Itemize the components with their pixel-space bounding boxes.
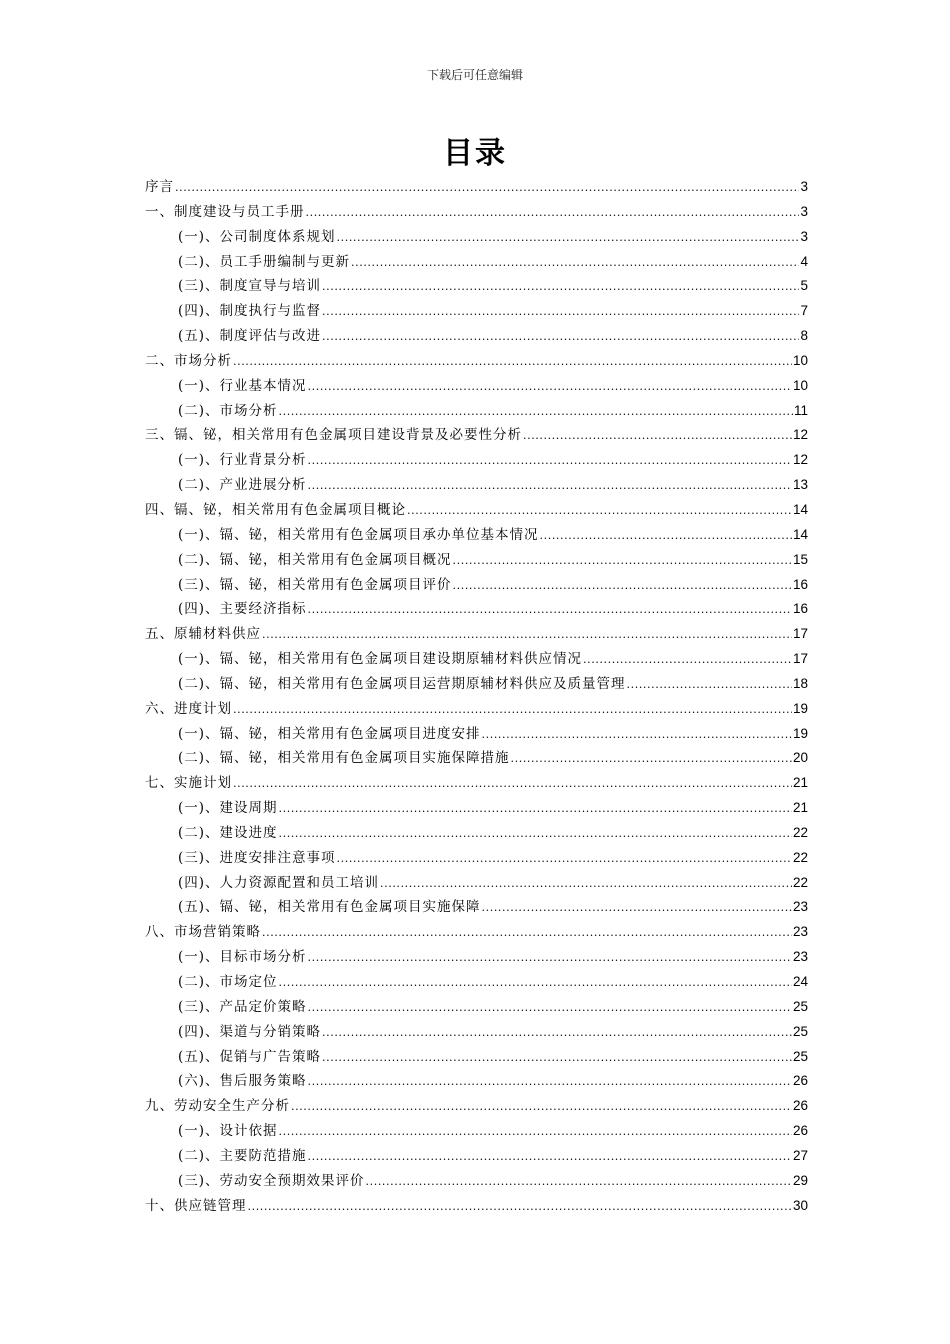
toc-page-number: 22 bbox=[792, 874, 808, 890]
toc-page-number: 15 bbox=[792, 551, 808, 567]
toc-dot-leader bbox=[279, 822, 792, 847]
toc-dot-leader bbox=[366, 1170, 792, 1195]
toc-page-number: 16 bbox=[792, 576, 808, 592]
toc-page-number: 12 bbox=[792, 427, 808, 443]
toc-dot-leader bbox=[583, 648, 792, 673]
toc-page-number: 26 bbox=[792, 1123, 808, 1139]
toc-entry-title: (一)、公司制度体系规划 bbox=[178, 228, 336, 245]
toc-page-number: 24 bbox=[792, 974, 808, 989]
toc-page-number: 16 bbox=[792, 601, 808, 617]
toc-entry-title: (四)、人力资源配置和员工培训 bbox=[178, 874, 380, 891]
toc-page-number: 29 bbox=[792, 1172, 808, 1188]
toc-section-entry[interactable] bbox=[145, 274, 808, 299]
toc-entry-title: (一)、镉、铋，相关常用有色金属项目建设期原辅材料供应情况 bbox=[178, 651, 583, 668]
toc-section-entry[interactable] bbox=[145, 647, 808, 672]
toc-dot-leader bbox=[262, 921, 792, 946]
toc-entry-title: (五)、促销与广告策略 bbox=[178, 1048, 322, 1065]
toc-section-entry[interactable] bbox=[145, 970, 808, 995]
toc-entry-title: (五)、制度评估与改进 bbox=[178, 328, 322, 345]
toc-section-entry[interactable] bbox=[145, 1020, 808, 1045]
toc-page-number: 26 bbox=[792, 1098, 808, 1114]
toc-entry-title: (二)、市场分析 bbox=[178, 402, 278, 419]
toc-page-number: 5 bbox=[800, 278, 808, 294]
toc-page-number: 8 bbox=[800, 328, 808, 344]
toc-entry-title: (五)、镉、铋，相关常用有色金属项目实施保障 bbox=[178, 899, 481, 916]
toc-dot-leader bbox=[279, 400, 793, 425]
toc-section-entry[interactable] bbox=[145, 871, 808, 896]
toc-entry-title: (一)、镉、铋，相关常用有色金属项目进度安排 bbox=[178, 725, 481, 742]
toc-entry-title: (二)、镉、铋，相关常用有色金属项目概况 bbox=[178, 551, 452, 568]
table-of-contents bbox=[145, 175, 808, 1218]
toc-page-number: 14 bbox=[792, 501, 808, 517]
toc-dot-leader bbox=[308, 598, 792, 623]
toc-page-number: 17 bbox=[792, 651, 808, 667]
toc-section-entry[interactable] bbox=[145, 399, 808, 424]
toc-page-number: 19 bbox=[792, 700, 808, 716]
toc-entry-title: 一、制度建设与员工手册 bbox=[145, 203, 305, 220]
toc-dot-leader bbox=[351, 251, 799, 276]
toc-page-number: 3 bbox=[800, 228, 808, 244]
toc-dot-leader bbox=[233, 772, 792, 797]
toc-dot-leader bbox=[627, 673, 792, 698]
toc-page-number: 23 bbox=[792, 949, 808, 965]
toc-dot-leader bbox=[322, 275, 799, 300]
toc-entry-title: (三)、镉、铋，相关常用有色金属项目评价 bbox=[178, 576, 452, 593]
toc-entry-title: 十、供应链管理 bbox=[145, 1197, 247, 1214]
toc-dot-leader bbox=[308, 1145, 792, 1170]
toc-chapter-entry[interactable] bbox=[145, 349, 808, 374]
toc-section-entry[interactable] bbox=[145, 374, 808, 399]
toc-page-number: 23 bbox=[792, 924, 808, 940]
toc-dot-leader bbox=[306, 201, 800, 226]
toc-section-entry[interactable] bbox=[145, 573, 808, 598]
toc-chapter-entry[interactable] bbox=[145, 771, 808, 796]
toc-entry-title: 五、原辅材料供应 bbox=[145, 626, 261, 643]
toc-section-entry[interactable] bbox=[145, 895, 808, 920]
toc-title: 目录 bbox=[443, 136, 507, 171]
toc-section-entry[interactable] bbox=[145, 597, 808, 622]
toc-section-entry[interactable] bbox=[145, 846, 808, 871]
toc-entry-title: 三、镉、铋，相关常用有色金属项目建设背景及必要性分析 bbox=[145, 427, 522, 444]
toc-entry-title: (二)、产业进展分析 bbox=[178, 477, 307, 494]
toc-page-number: 27 bbox=[792, 1147, 808, 1163]
toc-chapter-entry[interactable] bbox=[145, 175, 808, 200]
toc-entry-title: (二)、主要防范措施 bbox=[178, 1147, 307, 1164]
toc-page-number: 17 bbox=[792, 626, 808, 642]
toc-dot-leader bbox=[482, 896, 792, 921]
toc-section-entry[interactable] bbox=[145, 746, 808, 771]
toc-section-entry[interactable] bbox=[145, 225, 808, 250]
toc-section-entry[interactable] bbox=[145, 1045, 808, 1070]
toc-page-number: 10 bbox=[792, 352, 808, 368]
toc-chapter-entry[interactable] bbox=[145, 697, 808, 722]
toc-dot-leader bbox=[262, 623, 792, 648]
toc-dot-leader bbox=[248, 1195, 792, 1220]
toc-page-number: 25 bbox=[792, 998, 808, 1014]
toc-section-entry[interactable] bbox=[145, 722, 808, 747]
toc-entry-title: (二)、建设进度 bbox=[178, 824, 278, 841]
toc-dot-leader bbox=[308, 375, 792, 400]
toc-dot-leader bbox=[308, 474, 792, 499]
toc-page-number: 30 bbox=[792, 1197, 808, 1213]
toc-page-number: 7 bbox=[800, 303, 808, 319]
toc-dot-leader bbox=[308, 996, 792, 1021]
toc-entry-title: (四)、渠道与分销策略 bbox=[178, 1023, 322, 1040]
toc-entry-title: (二)、员工手册编制与更新 bbox=[178, 253, 351, 270]
toc-page-number: 21 bbox=[792, 800, 808, 816]
toc-dot-leader bbox=[482, 723, 792, 748]
toc-section-entry[interactable] bbox=[145, 672, 808, 697]
toc-dot-leader bbox=[308, 946, 792, 971]
toc-dot-leader bbox=[322, 325, 799, 350]
toc-entry-title: 序言 bbox=[145, 179, 174, 195]
toc-dot-leader bbox=[540, 524, 792, 549]
toc-entry-title: (六)、售后服务策略 bbox=[178, 1073, 307, 1090]
toc-entry-title: 八、市场营销策略 bbox=[145, 924, 261, 941]
toc-dot-leader bbox=[337, 847, 792, 872]
toc-page-number: 4 bbox=[800, 253, 808, 269]
toc-entry-title: (一)、建设周期 bbox=[178, 800, 278, 817]
toc-entry-title: (三)、劳动安全预期效果评价 bbox=[178, 1172, 365, 1189]
toc-page-number: 18 bbox=[792, 675, 808, 691]
toc-dot-leader bbox=[279, 1120, 792, 1145]
toc-entry-title: (一)、目标市场分析 bbox=[178, 949, 307, 966]
toc-entry-title: 九、劳动安全生产分析 bbox=[145, 1098, 290, 1115]
toc-entry-title: (二)、镉、铋，相关常用有色金属项目实施保障措施 bbox=[178, 750, 510, 767]
toc-chapter-entry[interactable] bbox=[145, 622, 808, 647]
toc-entry-title: 二、市场分析 bbox=[145, 352, 232, 369]
toc-section-entry[interactable] bbox=[145, 1069, 808, 1094]
toc-section-entry[interactable] bbox=[145, 796, 808, 821]
toc-page-number: 14 bbox=[792, 526, 808, 542]
toc-chapter-entry[interactable] bbox=[145, 423, 808, 448]
toc-page-number: 13 bbox=[792, 477, 808, 493]
toc-dot-leader bbox=[453, 549, 792, 574]
toc-page-number: 3 bbox=[800, 203, 808, 219]
toc-entry-title: 七、实施计划 bbox=[145, 775, 232, 792]
toc-section-entry[interactable] bbox=[145, 1119, 808, 1144]
page-header: 下载后可任意编辑 bbox=[426, 68, 523, 82]
toc-entry-title: (二)、市场定位 bbox=[178, 974, 278, 990]
toc-dot-leader bbox=[322, 1046, 792, 1071]
toc-section-entry[interactable] bbox=[145, 324, 808, 349]
toc-page-number: 26 bbox=[792, 1073, 808, 1089]
toc-entry-title: (一)、行业背景分析 bbox=[178, 452, 307, 469]
toc-dot-leader bbox=[279, 797, 792, 822]
toc-dot-leader bbox=[322, 300, 799, 325]
toc-entry-title: (一)、行业基本情况 bbox=[178, 377, 307, 394]
toc-section-entry[interactable] bbox=[145, 995, 808, 1020]
toc-chapter-entry[interactable] bbox=[145, 920, 808, 945]
toc-dot-leader bbox=[380, 872, 792, 897]
toc-section-entry[interactable] bbox=[145, 821, 808, 846]
toc-entry-title: (三)、制度宣导与培训 bbox=[178, 278, 322, 295]
toc-dot-leader bbox=[523, 424, 792, 449]
toc-dot-leader bbox=[175, 176, 799, 201]
toc-page-number: 22 bbox=[792, 824, 808, 840]
toc-page-number: 25 bbox=[792, 1023, 808, 1039]
toc-section-entry[interactable] bbox=[145, 1144, 808, 1169]
toc-entry-title: 六、进度计划 bbox=[145, 700, 232, 717]
toc-page-number: 23 bbox=[792, 899, 808, 915]
toc-page-number: 3 bbox=[800, 179, 808, 194]
toc-page-number: 25 bbox=[792, 1048, 808, 1064]
toc-entry-title: (一)、镉、铋，相关常用有色金属项目承办单位基本情况 bbox=[178, 526, 539, 543]
toc-page-number: 12 bbox=[792, 452, 808, 468]
toc-section-entry[interactable] bbox=[145, 473, 808, 498]
toc-entry-title: 四、镉、铋，相关常用有色金属项目概论 bbox=[145, 501, 406, 518]
toc-entry-title: (一)、设计依据 bbox=[178, 1123, 278, 1140]
toc-dot-leader bbox=[511, 747, 792, 772]
toc-entry-title: (四)、制度执行与监督 bbox=[178, 303, 322, 320]
toc-dot-leader bbox=[308, 1070, 792, 1095]
toc-dot-leader bbox=[233, 350, 792, 375]
toc-chapter-entry[interactable] bbox=[145, 1194, 808, 1219]
toc-page-number: 21 bbox=[792, 775, 808, 791]
toc-dot-leader bbox=[233, 698, 792, 723]
toc-section-entry[interactable] bbox=[145, 1169, 808, 1194]
toc-page-number: 10 bbox=[792, 377, 808, 393]
toc-section-entry[interactable] bbox=[145, 548, 808, 573]
toc-page-number: 11 bbox=[793, 402, 808, 418]
toc-section-entry[interactable] bbox=[145, 448, 808, 473]
toc-dot-leader bbox=[279, 971, 792, 996]
toc-entry-title: (二)、镉、铋，相关常用有色金属项目运营期原辅材料供应及质量管理 bbox=[178, 675, 626, 692]
toc-dot-leader bbox=[291, 1095, 792, 1120]
toc-entry-title: (四)、主要经济指标 bbox=[178, 601, 307, 618]
toc-section-entry[interactable] bbox=[145, 250, 808, 275]
toc-page-number: 20 bbox=[792, 750, 808, 766]
toc-dot-leader bbox=[322, 1021, 792, 1046]
toc-chapter-entry[interactable] bbox=[145, 498, 808, 523]
toc-section-entry[interactable] bbox=[145, 945, 808, 970]
toc-page-number: 22 bbox=[792, 849, 808, 865]
toc-entry-title: (三)、进度安排注意事项 bbox=[178, 849, 336, 866]
toc-dot-leader bbox=[407, 499, 792, 524]
toc-entry-title: (三)、产品定价策略 bbox=[178, 998, 307, 1015]
toc-dot-leader bbox=[453, 574, 792, 599]
toc-section-entry[interactable] bbox=[145, 523, 808, 548]
toc-dot-leader bbox=[308, 449, 792, 474]
toc-section-entry[interactable] bbox=[145, 299, 808, 324]
toc-chapter-entry[interactable] bbox=[145, 200, 808, 225]
toc-page-number: 19 bbox=[792, 725, 808, 741]
toc-chapter-entry[interactable] bbox=[145, 1094, 808, 1119]
toc-dot-leader bbox=[337, 226, 800, 251]
